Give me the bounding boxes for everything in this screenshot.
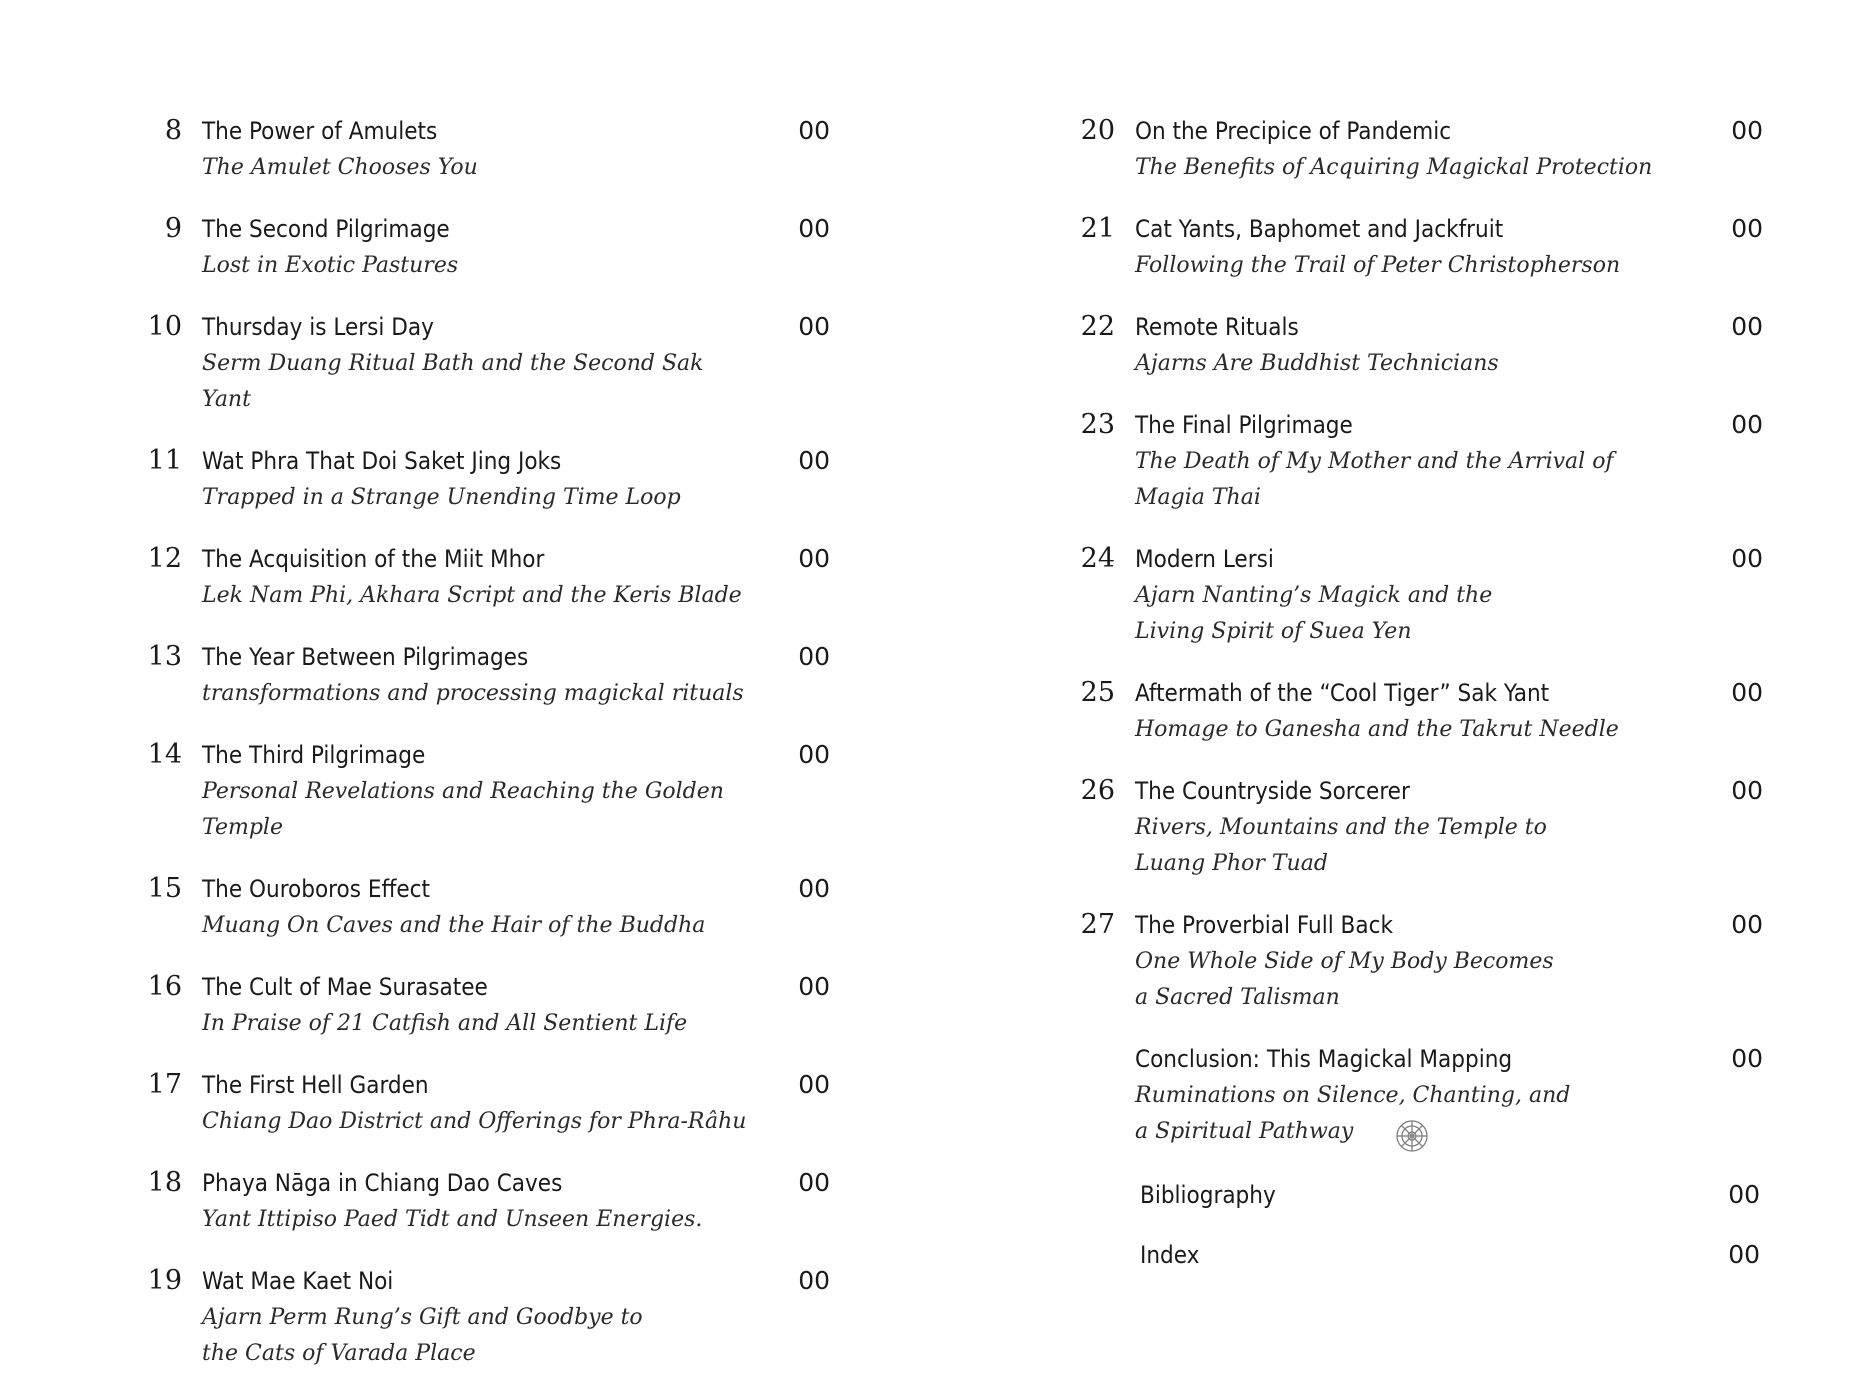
- page-reference: 00: [798, 874, 830, 903]
- entry-text: [202, 736, 750, 846]
- toc-entry-bibliography[interactable]: [1140, 1176, 1760, 1214]
- page-reference: 00: [798, 544, 830, 573]
- chapter-subtitle: transformations and processing magickal rituals: [202, 681, 744, 706]
- chapter-number: 26: [1080, 775, 1115, 806]
- chapter-subtitle: Serm Duang Ritual Bath and the Second Sak Yant: [202, 351, 704, 412]
- chapter-title: Modern Lersi: [1135, 545, 1274, 573]
- page-reference: 00: [1731, 544, 1763, 573]
- chapter-title: The Ouroboros Effect: [202, 875, 430, 903]
- chapter-title: Wat Mae Kaet Noi: [202, 1267, 394, 1295]
- page-reference: 00: [798, 116, 830, 145]
- toc-list-left: [140, 112, 830, 1396]
- chapter-subtitle: The Benefits of Acquiring Magickal Protection: [1135, 155, 1653, 180]
- toc-entry[interactable]: [1073, 308, 1763, 382]
- chapter-subtitle: Chiang Dao District and Offerings for Phra-Râhu: [202, 1109, 747, 1134]
- chapter-subtitle: Trapped in a Strange Unending Time Loop: [202, 485, 681, 510]
- chapter-title: Cat Yants, Baphomet and Jackfruit: [1135, 215, 1504, 243]
- toc-entry[interactable]: [1073, 772, 1763, 882]
- chapter-title: On the Precipice of Pandemic: [1135, 117, 1452, 145]
- chapter-title: The Power of Amulets: [202, 117, 438, 145]
- chapter-subtitle: Yant Ittipiso Paed Tidt and Unseen Energies.: [202, 1207, 703, 1232]
- entry-text: [202, 1066, 750, 1140]
- chapter-title: The Cult of Mae Surasatee: [202, 973, 488, 1001]
- chapter-number: 27: [1080, 909, 1115, 940]
- toc-entry[interactable]: [140, 112, 830, 186]
- entry-text: [1135, 112, 1683, 186]
- toc-entry[interactable]: [1073, 906, 1763, 1016]
- page-reference: 00: [1731, 776, 1763, 805]
- toc-entry[interactable]: [140, 442, 830, 516]
- page-reference: 00: [1731, 678, 1763, 707]
- chapter-subtitle: One Whole Side of My Body Becomes a Sacred Talisman: [1135, 949, 1554, 1010]
- chapter-number: 23: [1080, 409, 1115, 440]
- chapter-number: 22: [1080, 311, 1115, 342]
- chapter-subtitle: Ruminations on Silence, Chanting, and a Spiritual Pathway: [1135, 1083, 1571, 1144]
- mandala-ornament-icon: [1395, 1119, 1429, 1153]
- page-reference: 00: [798, 1168, 830, 1197]
- entry-text: [202, 638, 750, 712]
- page-reference: 00: [1731, 1044, 1763, 1073]
- entry-text: [1135, 772, 1683, 882]
- toc-entry[interactable]: [1073, 210, 1763, 284]
- toc-entry[interactable]: [140, 540, 830, 614]
- toc-entry[interactable]: [140, 308, 830, 418]
- chapter-number: 25: [1080, 677, 1115, 708]
- chapter-title: The Countryside Sorcerer: [1135, 777, 1410, 805]
- chapter-number: 13: [147, 641, 182, 672]
- page-reference: 00: [798, 1266, 830, 1295]
- chapter-number: 9: [164, 213, 182, 244]
- toc-entry[interactable]: [140, 870, 830, 944]
- chapter-subtitle: Following the Trail of Peter Christopherson: [1135, 253, 1621, 278]
- toc-entry[interactable]: [1073, 540, 1763, 650]
- toc-entry[interactable]: [140, 1262, 830, 1372]
- entry-title: Index: [1140, 1241, 1200, 1269]
- entry-text: [202, 1164, 750, 1238]
- chapter-subtitle: Lek Nam Phi, Akhara Script and the Keris Blade: [202, 583, 742, 608]
- toc-entry[interactable]: [140, 968, 830, 1042]
- chapter-number: 21: [1080, 213, 1115, 244]
- toc-entry[interactable]: [1073, 406, 1763, 516]
- toc-list-right: [1073, 112, 1763, 1174]
- entry-text: [1135, 210, 1683, 284]
- page-reference: 00: [798, 312, 830, 341]
- toc-entry[interactable]: [1073, 112, 1763, 186]
- chapter-title: The Third Pilgrimage: [202, 741, 426, 769]
- entry-text: [202, 112, 750, 186]
- toc-entry[interactable]: [140, 638, 830, 712]
- chapter-title: The Acquisition of the Miit Mhor: [202, 545, 545, 573]
- entry-text: [1135, 674, 1683, 748]
- chapter-number: 12: [147, 543, 182, 574]
- toc-entry[interactable]: [140, 736, 830, 846]
- entry-text: [202, 308, 750, 418]
- chapter-subtitle: The Amulet Chooses You: [202, 155, 478, 180]
- chapter-subtitle: Ajarn Perm Rung’s Gift and Goodbye to the Cats of Varada Place: [202, 1305, 643, 1366]
- chapter-subtitle: Homage to Ganesha and the Takrut Needle: [1135, 717, 1619, 742]
- chapter-subtitle: Personal Revelations and Reaching the Golden Temple: [202, 779, 724, 840]
- chapter-subtitle: Muang On Caves and the Hair of the Buddha: [202, 913, 706, 938]
- chapter-number: 20: [1080, 115, 1115, 146]
- entry-text: [1135, 308, 1683, 382]
- page-reference: 00: [1731, 116, 1763, 145]
- chapter-number: 18: [147, 1167, 182, 1198]
- chapter-title: The Year Between Pilgrimages: [202, 643, 529, 671]
- chapter-title: Remote Rituals: [1135, 313, 1299, 341]
- entry-text: [1135, 406, 1683, 516]
- chapter-subtitle: Ajarn Nanting’s Magick and the Living Spirit of Suea Yen: [1135, 583, 1493, 644]
- entry-text: [202, 540, 750, 614]
- page-reference: 00: [798, 1070, 830, 1099]
- toc-entry[interactable]: [140, 1066, 830, 1140]
- page-reference: 00: [1731, 312, 1763, 341]
- page-reference: 00: [1731, 214, 1763, 243]
- page-reference: 00: [1728, 1240, 1760, 1269]
- entry-text: [1135, 906, 1683, 1016]
- chapter-subtitle: Lost in Exotic Pastures: [202, 253, 459, 278]
- page-reference: 00: [798, 642, 830, 671]
- entry-text: [202, 1262, 750, 1372]
- toc-entry[interactable]: [140, 210, 830, 284]
- entry-title: Bibliography: [1140, 1181, 1276, 1209]
- toc-entry[interactable]: [1073, 674, 1763, 748]
- page-reference: 00: [1728, 1180, 1760, 1209]
- chapter-number: 14: [147, 739, 182, 770]
- entry-text: [202, 870, 750, 944]
- page-reference: 00: [798, 446, 830, 475]
- chapter-title: The Second Pilgrimage: [202, 215, 450, 243]
- chapter-title: The Proverbial Full Back: [1135, 911, 1393, 939]
- chapter-number: 24: [1080, 543, 1115, 574]
- entry-text: [202, 968, 750, 1042]
- entry-text: [202, 210, 750, 284]
- chapter-title: Wat Phra That Doi Saket Jing Joks: [202, 447, 562, 475]
- chapter-subtitle: The Death of My Mother and the Arrival of Magia Thai: [1135, 449, 1614, 510]
- page-reference: 00: [1731, 910, 1763, 939]
- page-reference: 00: [798, 214, 830, 243]
- chapter-subtitle: Ajarns Are Buddhist Technicians: [1135, 351, 1499, 376]
- chapter-title: The First Hell Garden: [202, 1071, 429, 1099]
- chapter-number: 10: [147, 311, 182, 342]
- chapter-subtitle: Rivers, Mountains and the Temple to Luang Phor Tuad: [1135, 815, 1547, 876]
- chapter-title: Thursday is Lersi Day: [202, 313, 434, 341]
- chapter-number: 8: [164, 115, 182, 146]
- chapter-title: The Final Pilgrimage: [1135, 411, 1353, 439]
- chapter-title: Aftermath of the “Cool Tiger” Sak Yant: [1135, 679, 1550, 707]
- entry-text: [1135, 540, 1683, 650]
- toc-entry-index[interactable]: [1140, 1236, 1760, 1274]
- chapter-number: 16: [147, 971, 182, 1002]
- toc-entry[interactable]: [140, 1164, 830, 1238]
- chapter-number: 15: [147, 873, 182, 904]
- entry-text: [202, 442, 750, 516]
- chapter-title: Conclusion: This Magickal Mapping: [1135, 1045, 1513, 1073]
- page-reference: 00: [798, 972, 830, 1001]
- chapter-subtitle: In Praise of 21 Catfish and All Sentient Life: [202, 1011, 688, 1036]
- page-reference: 00: [1731, 410, 1763, 439]
- chapter-number: 19: [147, 1265, 182, 1296]
- page-reference: 00: [798, 740, 830, 769]
- chapter-number: 17: [147, 1069, 182, 1100]
- chapter-number: 11: [147, 445, 182, 476]
- chapter-title: Phaya Nāga in Chiang Dao Caves: [202, 1169, 563, 1197]
